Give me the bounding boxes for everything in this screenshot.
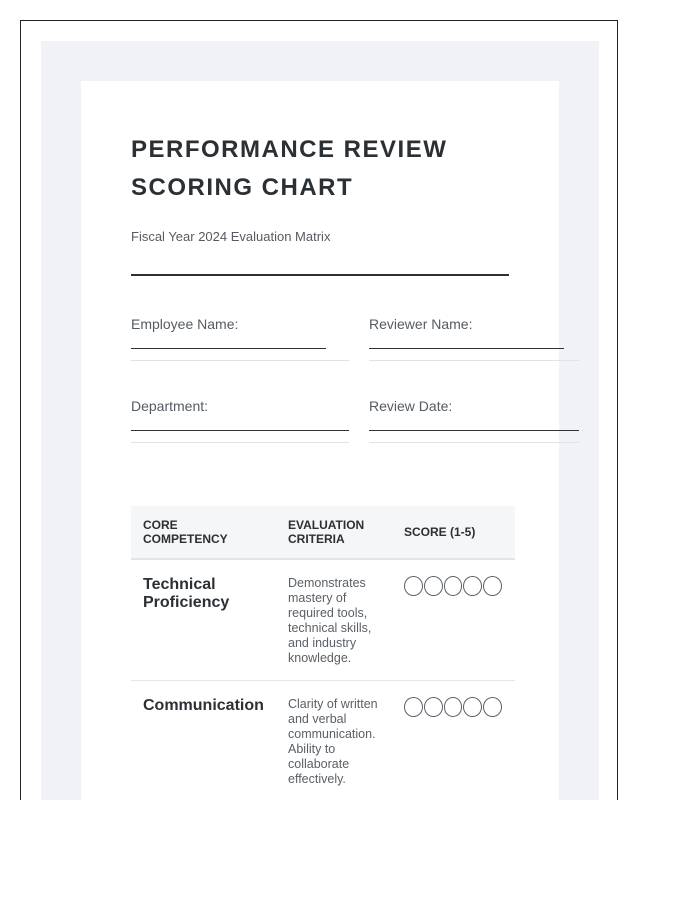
field-underline [131, 360, 349, 361]
employee-name-field[interactable] [131, 316, 349, 361]
column-header-competency: CORE COMPETENCY [131, 506, 276, 559]
field-underline [369, 360, 579, 361]
page-subtitle: Fiscal Year 2024 Evaluation Matrix [131, 229, 331, 244]
department-field[interactable] [131, 398, 349, 443]
employee-name-input-line[interactable] [131, 348, 326, 349]
department-input-line[interactable] [131, 430, 349, 431]
review-document [81, 81, 559, 800]
score-cell [392, 681, 515, 801]
page-title: PERFORMANCE REVIEW SCORING CHART [131, 136, 448, 201]
reviewer-name-input-line[interactable] [369, 348, 564, 349]
table-row [131, 681, 515, 801]
criteria-text: Clarity of written and verbal communication. Ability to collaborate effectively. [276, 681, 392, 801]
competency-name: Communication [143, 697, 264, 714]
score-option-1[interactable] [404, 576, 423, 596]
column-header-criteria: EVALUATION CRITERIA [276, 506, 392, 559]
score-option-4[interactable] [463, 697, 482, 717]
title-divider [131, 274, 509, 276]
score-selector [404, 697, 503, 717]
field-underline [131, 442, 349, 443]
reviewer-name-label: Reviewer Name: [369, 316, 473, 332]
table-header-row [131, 506, 515, 559]
employee-name-label: Employee Name: [131, 316, 239, 332]
score-option-3[interactable] [444, 576, 463, 596]
score-option-5[interactable] [483, 576, 502, 596]
scoring-table [131, 506, 515, 800]
score-cell [392, 559, 515, 681]
criteria-text: Demonstrates mastery of required tools, technical skills, and industry knowledge. [276, 559, 392, 681]
competency-name: Technical Proficiency [143, 576, 230, 611]
score-option-5[interactable] [483, 697, 502, 717]
score-option-4[interactable] [463, 576, 482, 596]
table-row [131, 559, 515, 681]
column-header-score: SCORE (1-5) [392, 506, 515, 559]
score-option-1[interactable] [404, 697, 423, 717]
score-option-2[interactable] [424, 697, 443, 717]
review-date-label: Review Date: [369, 398, 453, 414]
score-option-2[interactable] [424, 576, 443, 596]
reviewer-name-field[interactable] [369, 316, 587, 361]
page-frame [20, 20, 618, 800]
department-label: Department: [131, 398, 209, 414]
page-background [41, 41, 599, 800]
field-underline [369, 442, 579, 443]
document-content [131, 131, 561, 800]
score-selector [404, 576, 503, 596]
score-option-3[interactable] [444, 697, 463, 717]
info-fields [131, 316, 561, 466]
review-date-input-line[interactable] [369, 430, 579, 431]
review-date-field[interactable] [369, 398, 587, 443]
